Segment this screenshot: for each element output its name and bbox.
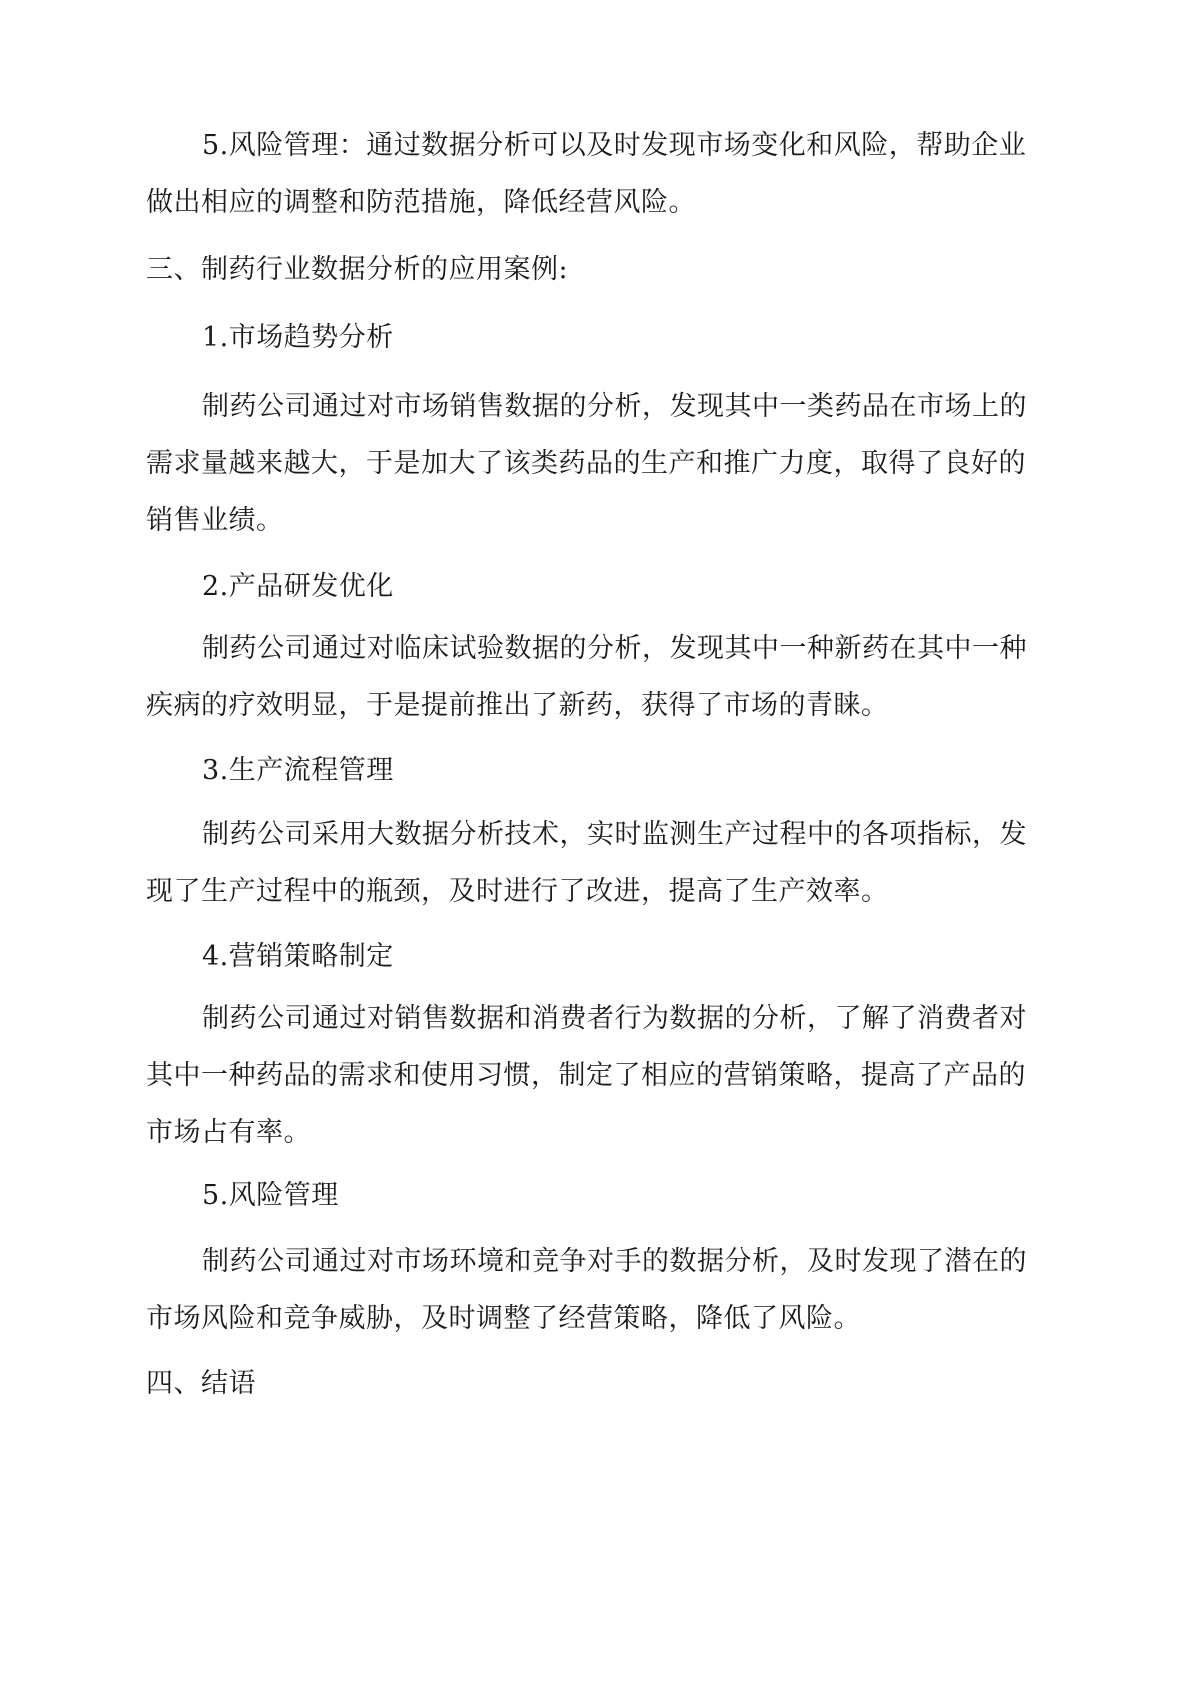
- heading-line: 三、制药行业数据分析的应用案例:: [146, 254, 569, 285]
- case3-body: [146, 806, 1046, 920]
- text-line: 制药公司通过对市场环境和竞争对手的数据分析，及时发现了潜在的: [202, 1246, 1027, 1277]
- case2-title: [146, 558, 1046, 615]
- subheading-line: 2.产品研发优化: [202, 571, 394, 602]
- text-line: 做出相应的调整和防范措施，降低经营风险。: [146, 187, 696, 218]
- text-line: 疾病的疗效明显，于是提前推出了新药，获得了市场的青睐。: [146, 690, 889, 721]
- text-line: 其中一种药品的需求和使用习惯，制定了相应的营销策略，提高了产品的: [146, 1060, 1026, 1091]
- text-line: 5.风险管理：通过数据分析可以及时发现市场变化和风险，帮助企业: [202, 130, 1027, 161]
- case2-body: [146, 620, 1046, 734]
- section-three-heading: [146, 241, 1046, 298]
- text-line: 市场占有率。: [146, 1117, 311, 1148]
- text-line: 需求量越来越大，于是加大了该类药品的生产和推广力度，取得了良好的: [146, 448, 1026, 479]
- case1-title: [146, 309, 1046, 366]
- text-line: 现了生产过程中的瓶颈，及时进行了改进，提高了生产效率。: [146, 876, 889, 907]
- section-four-heading: [146, 1355, 1046, 1412]
- case3-title: [146, 742, 1046, 799]
- subheading-line: 3.生产流程管理: [202, 755, 394, 786]
- subheading-line: 4.营销策略制定: [202, 941, 394, 972]
- case1-body: [146, 378, 1046, 549]
- text-line: 制药公司采用大数据分析技术，实时监测生产过程中的各项指标，发: [202, 819, 1027, 850]
- paragraph-risk-management-intro: [146, 117, 1046, 231]
- text-line: 制药公司通过对销售数据和消费者行为数据的分析，了解了消费者对: [202, 1003, 1027, 1034]
- text-line: 销售业绩。: [146, 505, 284, 536]
- case4-body: [146, 990, 1046, 1161]
- case4-title: [146, 928, 1046, 985]
- text-line: 制药公司通过对临床试验数据的分析，发现其中一种新药在其中一种: [202, 633, 1027, 664]
- case5-body: [146, 1233, 1046, 1347]
- case5-title: [146, 1167, 1046, 1224]
- subheading-line: 1.市场趋势分析: [202, 322, 394, 353]
- subheading-line: 5.风险管理: [202, 1180, 339, 1211]
- text-line: 制药公司通过对市场销售数据的分析，发现其中一类药品在市场上的: [202, 391, 1027, 422]
- text-line: 市场风险和竞争威胁，及时调整了经营策略，降低了风险。: [146, 1303, 861, 1334]
- heading-line: 四、结语: [146, 1368, 256, 1399]
